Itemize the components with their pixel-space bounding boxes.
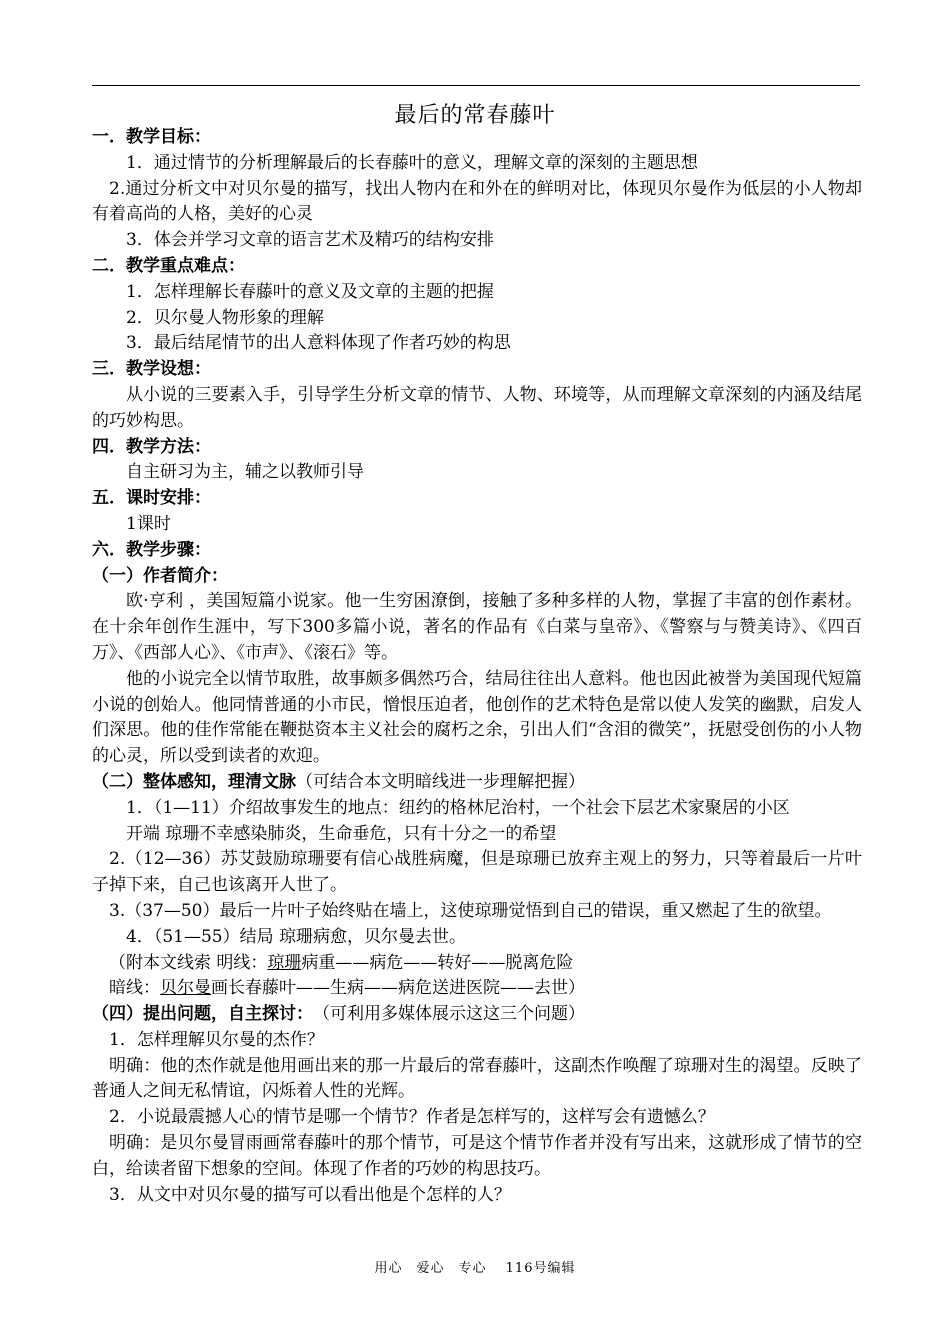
section-heading-schedule: 五．课时安排： [92,488,211,509]
clue-implicit-text: 画长春藤叶——生病——病危送进医院——去世） [211,978,585,999]
section-heading-method: 四．教学方法： [92,436,211,457]
clue-explicit-text: 病重——病危——转好——脱离危险 [301,952,574,973]
clue-explicit-label: （附本文线索 明线： [109,952,268,973]
author-paragraph-2: 他的小说完全以情节取胜，故事颇多偶然巧合，结局往往出人意料。他也因此被誉为美国现代短篇小说的创始人。他同情普通的小市民，憎恨压迫者，他创作的艺术特色是常以使人发笑的幽默，启发人们深思。他的佳作常能在鞭挞资本主义社会的腐朽之余，引出人们“含泪的微笑”，抚慰受创伤的小人物的心灵，所以受到读者的欢迎。 [92,668,862,767]
clue-implicit-label: 暗线： [109,978,160,999]
clue-explicit-name: 琼珊 [267,952,302,973]
keypoint-item-3: 3．最后结尾情节的出人意料体现了作者巧妙的构思 [126,333,511,354]
author-paragraph-1: 欧·亨利 ，美国短篇小说家。他一生穷困潦倒，接触了多种多样的人物，掌握了丰富的创作素材。在十余年创作生涯中，写下300多篇小说，著名的作品有《白菜与皇帝》、《警察与与赞美诗》、《四百万》、《西部人心》、《市声》、《滚石》等。 [92,591,862,663]
section-heading-design: 三．教学设想： [92,359,211,380]
answer-2: 明确：是贝尔曼冒雨画常春藤叶的那个情节，可是这个情节作者并没有写出来，这就形成了情节的空白，给读者留下想象的空间。体现了作者的巧妙的构思技巧。 [92,1133,862,1179]
clue-implicit-name: 贝尔曼 [160,978,211,999]
clue-explicit-line [92,951,862,977]
answer-1: 明确：他的杰作就是他用画出来的那一片最后的常春藤叶，这副杰作唤醒了琼珊对生的渴望。反映了普通人之间无私情谊，闪烁着人性的光辉。 [92,1055,862,1102]
goal-item-3: 3．体会并学习文章的语言艺术及精巧的结构安排 [126,230,494,251]
plot-item-2: 2.（12—36）苏艾鼓励琼珊要有信心战胜病魔，但是琼珊已放弃主观上的努力，只等着最后一片叶子掉下来，自己也该离开人世了。 [92,849,862,896]
plot-item-3: 3.（37—50）最后一片叶子始终贴在墙上，这使琼珊觉悟到自己的错误，重又燃起了生的欲望。 [109,900,832,921]
plot-item-1-cont: 开端 琼珊不幸感染肺炎，生命垂危，只有十分之一的希望 [126,823,557,844]
subheading-overview-bold: （二）整体感知，理清文脉 [92,771,296,792]
subheading-questions-bold: （四）提出问题，自主探讨： [92,1004,305,1025]
goal-item-2: 2.通过分析文中对贝尔曼的描写，找出人物内在和外在的鲜明对比，体现贝尔曼作为低层的小人物却有着高尚的人格，美好的心灵 [92,178,862,225]
subheading-overview [92,770,862,796]
document-body [92,125,862,1208]
question-1: 1．怎样理解贝尔曼的杰作？ [109,1029,324,1050]
header-rule [92,85,860,86]
subheading-author: （一）作者简介： [92,565,228,586]
section-heading-keypoints: 二．教学重点难点： [92,255,245,276]
question-2: 2．小说最震撼人心的情节是哪一个情节？作者是怎样写的，这样写会有遗憾么？ [109,1107,715,1128]
subheading-questions [92,1002,862,1028]
section-heading-steps: 六．教学步骤： [92,539,211,560]
keypoint-item-2: 2．贝尔曼人物形象的理解 [126,307,324,328]
method-text: 自主研习为主，辅之以教师引导 [126,462,364,483]
plot-item-4: 4．（51—55）结局 琼珊病愈，贝尔曼去世。 [126,926,466,947]
document-title: 最后的常春藤叶 [394,103,556,128]
keypoint-item-1: 1．怎样理解长春藤叶的意义及文章的主题的把握 [126,281,494,302]
design-text: 从小说的三要素入手，引导学生分析文章的情节、人物、环境等，从而理解文章深刻的内涵及结尾的巧妙构思。 [92,384,862,431]
page-footer: 用心 爱心 专心 116号编辑 [374,1261,576,1276]
schedule-text: 1课时 [126,513,171,534]
question-3: 3．从文中对贝尔曼的描写可以看出他是个怎样的人？ [109,1184,511,1205]
subheading-overview-note: （可结合本文明暗线进一步理解把握） [296,771,585,792]
goal-item-1: 1．通过情节的分析理解最后的长春藤叶的意义，理解文章的深刻的主题思想 [126,152,698,173]
clue-implicit-line [92,976,862,1002]
section-heading-goals: 一．教学目标： [92,127,211,147]
plot-item-1: 1．（1—11）介绍故事发生的地点：纽约的格林尼治村，一个社会下层艺术家聚居的小区 [126,797,790,818]
subheading-questions-note: （可利用多媒体展示这这三个问题） [321,1004,585,1025]
